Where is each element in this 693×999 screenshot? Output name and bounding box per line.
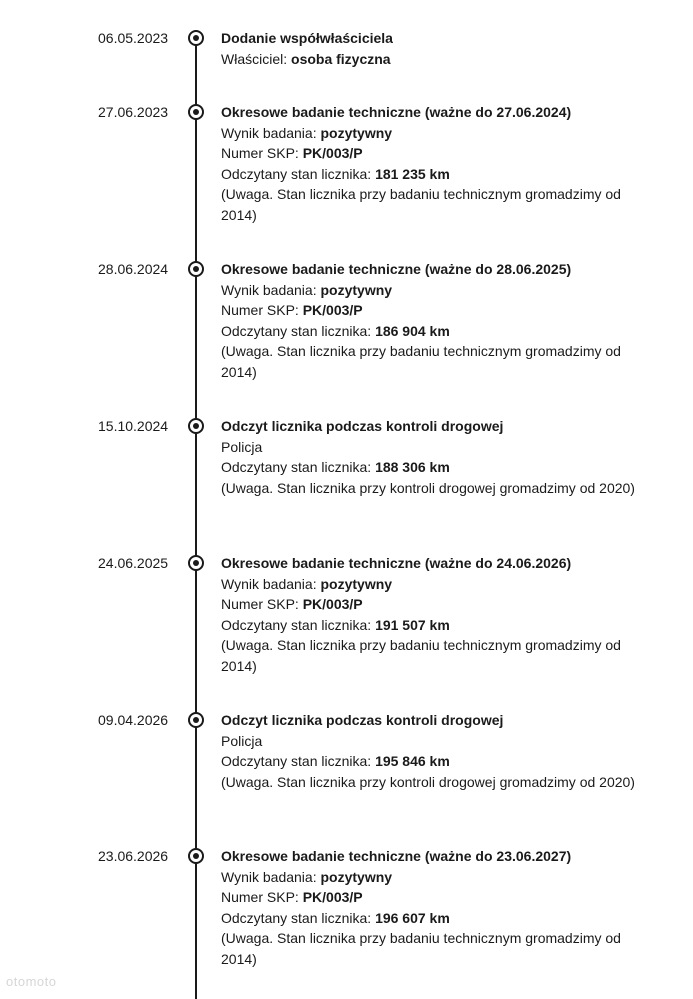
- detail-label: Wynik badania:: [221, 124, 321, 141]
- detail-label: Wynik badania:: [221, 575, 321, 592]
- watermark-logo: otomoto: [6, 974, 57, 989]
- event-details: [221, 710, 641, 792]
- detail-label: Numer SKP:: [221, 889, 303, 905]
- event-details: [221, 846, 641, 969]
- event-source: Policja: [221, 438, 263, 455]
- event-date: 09.04.2026: [98, 712, 169, 728]
- event-note: (Uwaga. Stan licznika przy badaniu technicznym gromadzimy od 2014): [221, 637, 621, 674]
- event-note: (Uwaga. Stan licznika przy badaniu technicznym gromadzimy od 2014): [221, 186, 621, 223]
- event-date: 15.10.2024: [98, 418, 169, 434]
- event-detail-line: [221, 751, 641, 772]
- event-note: (Uwaga. Stan licznika przy kontroli drogowej gromadzimy od 2020): [221, 479, 635, 496]
- event-detail-line: [221, 300, 641, 321]
- event-title: Odczyt licznika podczas kontroli drogowej: [221, 712, 504, 728]
- detail-value: pozytywny: [320, 281, 393, 298]
- event-detail-line: [221, 867, 641, 888]
- timeline-dot-icon: [188, 104, 204, 120]
- detail-value: PK/003/P: [302, 596, 363, 612]
- timeline-dot-icon: [188, 261, 204, 277]
- detail-label: Odczytany stan licznika:: [221, 165, 376, 182]
- event-title: Okresowe badanie techniczne (ważne do 28.06.2025): [221, 261, 572, 277]
- event-source: Policja: [221, 732, 263, 749]
- event-title: Dodanie współwłaściciela: [221, 30, 393, 46]
- detail-value: 188 306 km: [375, 459, 450, 475]
- detail-value: 181 235 km: [375, 165, 450, 182]
- timeline-dot-icon: [188, 30, 204, 46]
- event-date: 23.06.2026: [98, 848, 169, 864]
- detail-label: Odczytany stan licznika:: [221, 322, 376, 339]
- detail-value: pozytywny: [320, 124, 393, 141]
- detail-label: Właściciel:: [221, 50, 292, 67]
- event-note: (Uwaga. Stan licznika przy kontroli drogowej gromadzimy od 2020): [221, 773, 635, 790]
- detail-label: Odczytany stan licznika:: [221, 909, 376, 926]
- timeline-dot-icon: [188, 555, 204, 571]
- event-date: 27.06.2023: [98, 104, 169, 120]
- detail-value: PK/003/P: [302, 889, 363, 905]
- event-date: 24.06.2025: [98, 555, 169, 571]
- detail-value: osoba fizyczna: [291, 50, 391, 67]
- event-detail-line: [221, 321, 641, 342]
- event-detail-line: [221, 457, 641, 478]
- timeline-dot-icon: [188, 418, 204, 434]
- detail-value: 195 846 km: [375, 753, 450, 769]
- event-detail-line: [221, 280, 641, 301]
- detail-value: PK/003/P: [302, 302, 363, 318]
- event-note: (Uwaga. Stan licznika przy badaniu technicznym gromadzimy od 2014): [221, 343, 621, 380]
- event-note: (Uwaga. Stan licznika przy badaniu technicznym gromadzimy od 2014): [221, 930, 621, 967]
- detail-value: 186 904 km: [375, 322, 450, 339]
- event-detail-line: [221, 594, 641, 615]
- event-details: [221, 553, 641, 676]
- detail-label: Wynik badania:: [221, 281, 321, 298]
- event-title: Okresowe badanie techniczne (ważne do 23.06.2027): [221, 848, 572, 864]
- event-details: [221, 28, 641, 69]
- event-detail-line: [221, 908, 641, 929]
- detail-label: Odczytany stan licznika:: [221, 616, 376, 633]
- detail-label: Numer SKP:: [221, 596, 303, 612]
- event-details: [221, 102, 641, 225]
- detail-label: Wynik badania:: [221, 868, 321, 885]
- detail-label: Odczytany stan licznika:: [221, 753, 376, 769]
- event-title: Odczyt licznika podczas kontroli drogowej: [221, 418, 504, 434]
- event-detail-line: [221, 887, 641, 908]
- event-detail-line: [221, 164, 641, 185]
- detail-value: 196 607 km: [375, 909, 450, 926]
- timeline-dot-icon: [188, 848, 204, 864]
- detail-value: pozytywny: [320, 868, 393, 885]
- event-detail-line: [221, 574, 641, 595]
- detail-value: pozytywny: [320, 575, 393, 592]
- event-date: 28.06.2024: [98, 261, 169, 277]
- event-title: Okresowe badanie techniczne (ważne do 24.06.2026): [221, 555, 572, 571]
- event-detail-line: [221, 123, 641, 144]
- timeline-dot-icon: [188, 712, 204, 728]
- event-date: 06.05.2023: [98, 30, 169, 46]
- detail-value: 191 507 km: [375, 616, 450, 633]
- event-detail-line: [221, 615, 641, 636]
- event-detail-line: [221, 143, 641, 164]
- event-details: [221, 416, 641, 498]
- detail-label: Odczytany stan licznika:: [221, 459, 376, 475]
- event-detail-line: [221, 49, 641, 70]
- detail-value: PK/003/P: [302, 145, 363, 161]
- event-title: Okresowe badanie techniczne (ważne do 27.06.2024): [221, 104, 572, 120]
- detail-label: Numer SKP:: [221, 302, 303, 318]
- detail-label: Numer SKP:: [221, 145, 303, 161]
- event-details: [221, 259, 641, 382]
